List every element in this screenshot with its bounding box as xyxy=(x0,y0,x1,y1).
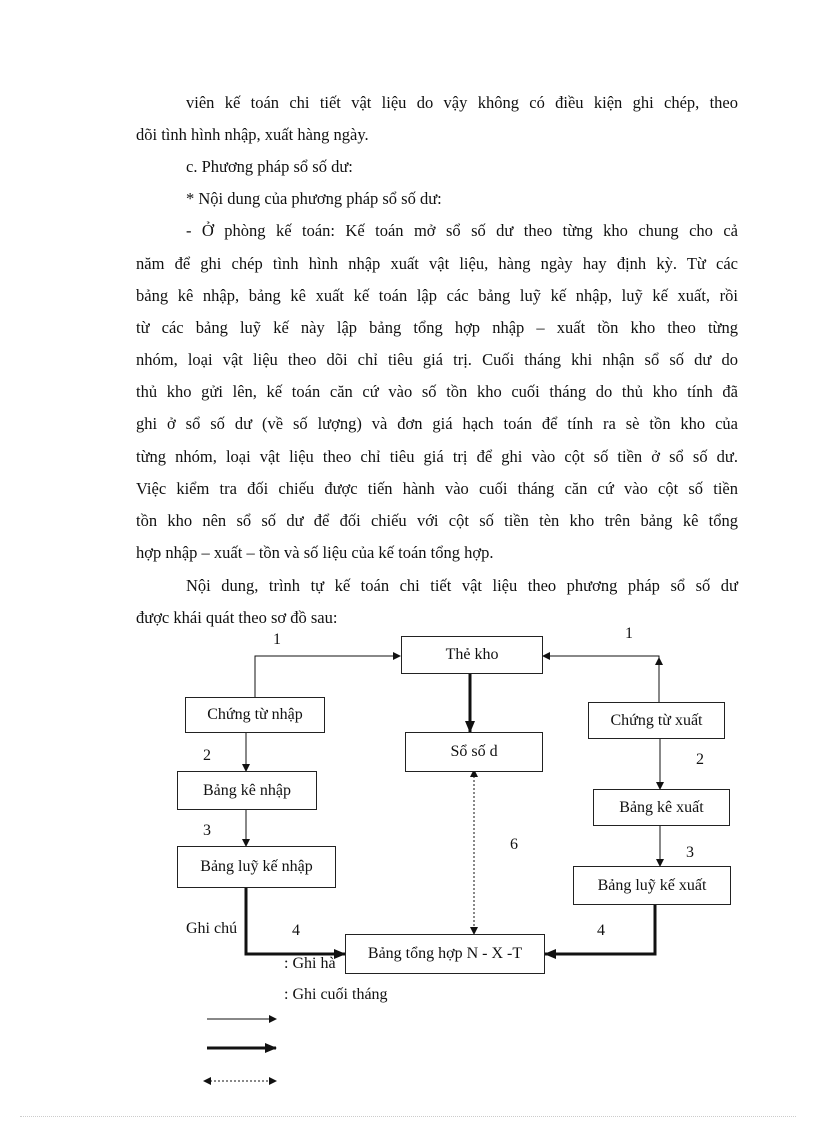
box-the-kho: Thẻ kho xyxy=(401,636,543,674)
box-bang-tong-hop: Bảng tổng hợp N - X -T xyxy=(345,934,545,974)
paragraph-line-10: thủ kho gửi lên, kế toán căn cứ vào số tồn kho cuối tháng do thủ kho tính đã xyxy=(136,382,738,401)
paragraph-line-7: bảng kê nhập, bảng kê xuất kế toán lập các bảng luỹ kế nhập, luỹ kế xuất, rồi xyxy=(136,286,738,305)
arrow-blkn-to-bth xyxy=(246,888,345,954)
paragraph-line-5: - Ở phòng kế toán: Kế toán mở sổ số dư theo từng kho chung cho cả xyxy=(186,221,738,240)
arrow-ctx-to-thekho xyxy=(543,656,659,702)
step-number-2-left: 2 xyxy=(203,747,211,764)
step-number-2-right: 2 xyxy=(696,751,704,768)
paragraph-line-11: ghi ở sổ số dư (về số lượng) và đơn giá hạch toán để tính ra sè tồn kho của xyxy=(136,414,738,433)
paragraph-line-9: nhóm, loại vật liệu theo dõi chỉ tiêu giá trị. Cuối tháng khi nhận sổ số dư do xyxy=(136,350,738,369)
box-bang-luy-ke-xuat: Bảng luỹ kế xuất xyxy=(573,866,731,905)
page-bottom-dotted-rule xyxy=(20,1116,796,1117)
box-bang-ke-nhap: Bảng kê nhập xyxy=(177,771,317,810)
legend-daily-label: : Ghi hà xyxy=(284,955,336,972)
box-chung-tu-xuat: Chứng từ xuất xyxy=(588,702,725,739)
box-bang-luy-ke-nhap: Bảng luỹ kế nhập xyxy=(177,846,336,888)
paragraph-line-8: từ các bảng luỹ kế này lập bảng tổng hợp nhập – xuất tồn kho theo từng xyxy=(136,318,738,337)
paragraph-line-2: dõi tình hình nhập, xuất hàng ngày. xyxy=(136,125,369,144)
step-number-1-right: 1 xyxy=(625,625,633,642)
paragraph-line-17: được khái quát theo sơ đồ sau: xyxy=(136,608,338,627)
paragraph-line-13: Việc kiểm tra đối chiếu được tiến hành vào cuối tháng căn cứ vào cột số tiền xyxy=(136,479,738,498)
legend-title: Ghi chú xyxy=(186,920,238,937)
paragraph-line-1: viên kế toán chi tiết vật liệu do vậy không có điều kiện ghi chép, theo xyxy=(186,93,738,112)
paragraph-line-14: tồn kho nên sổ số dư để đối chiếu với cột số tiền tèn kho trên bảng kê tổng xyxy=(136,511,738,530)
paragraph-line-15: hợp nhập – xuất – tồn và số liệu của kế toán tổng hợp. xyxy=(136,543,494,562)
arrow-ctn-to-thekho xyxy=(255,656,400,697)
box-bang-ke-xuat: Bảng kê xuất xyxy=(593,789,730,826)
legend-month-end-label: : Ghi cuối tháng xyxy=(284,986,388,1003)
step-number-6: 6 xyxy=(510,836,518,853)
step-number-4-left: 4 xyxy=(292,922,300,939)
paragraph-line-16: Nội dung, trình tự kế toán chi tiết vật liệu theo phương pháp sổ số dư xyxy=(186,576,738,595)
step-number-1-left: 1 xyxy=(273,631,281,648)
box-so-so-du: Sổ số d xyxy=(405,732,543,772)
step-number-3-left: 3 xyxy=(203,822,211,839)
subheading: * Nội dung của phương pháp sổ số dư: xyxy=(186,189,442,208)
paragraph-line-6: năm để ghi chép tình hình nhập xuất vật liệu, hàng ngày hay định kỳ. Từ các xyxy=(136,254,738,273)
box-chung-tu-nhap: Chứng từ nhập xyxy=(185,697,325,733)
paragraph-line-12: từng nhóm, loại vật liệu theo chỉ tiêu giá trị để ghi vào cột số tiền ở sổ số dư. xyxy=(136,447,738,466)
section-heading: c. Phương pháp sổ số dư: xyxy=(186,157,353,176)
step-number-3-right: 3 xyxy=(686,844,694,861)
step-number-4-right: 4 xyxy=(597,922,605,939)
